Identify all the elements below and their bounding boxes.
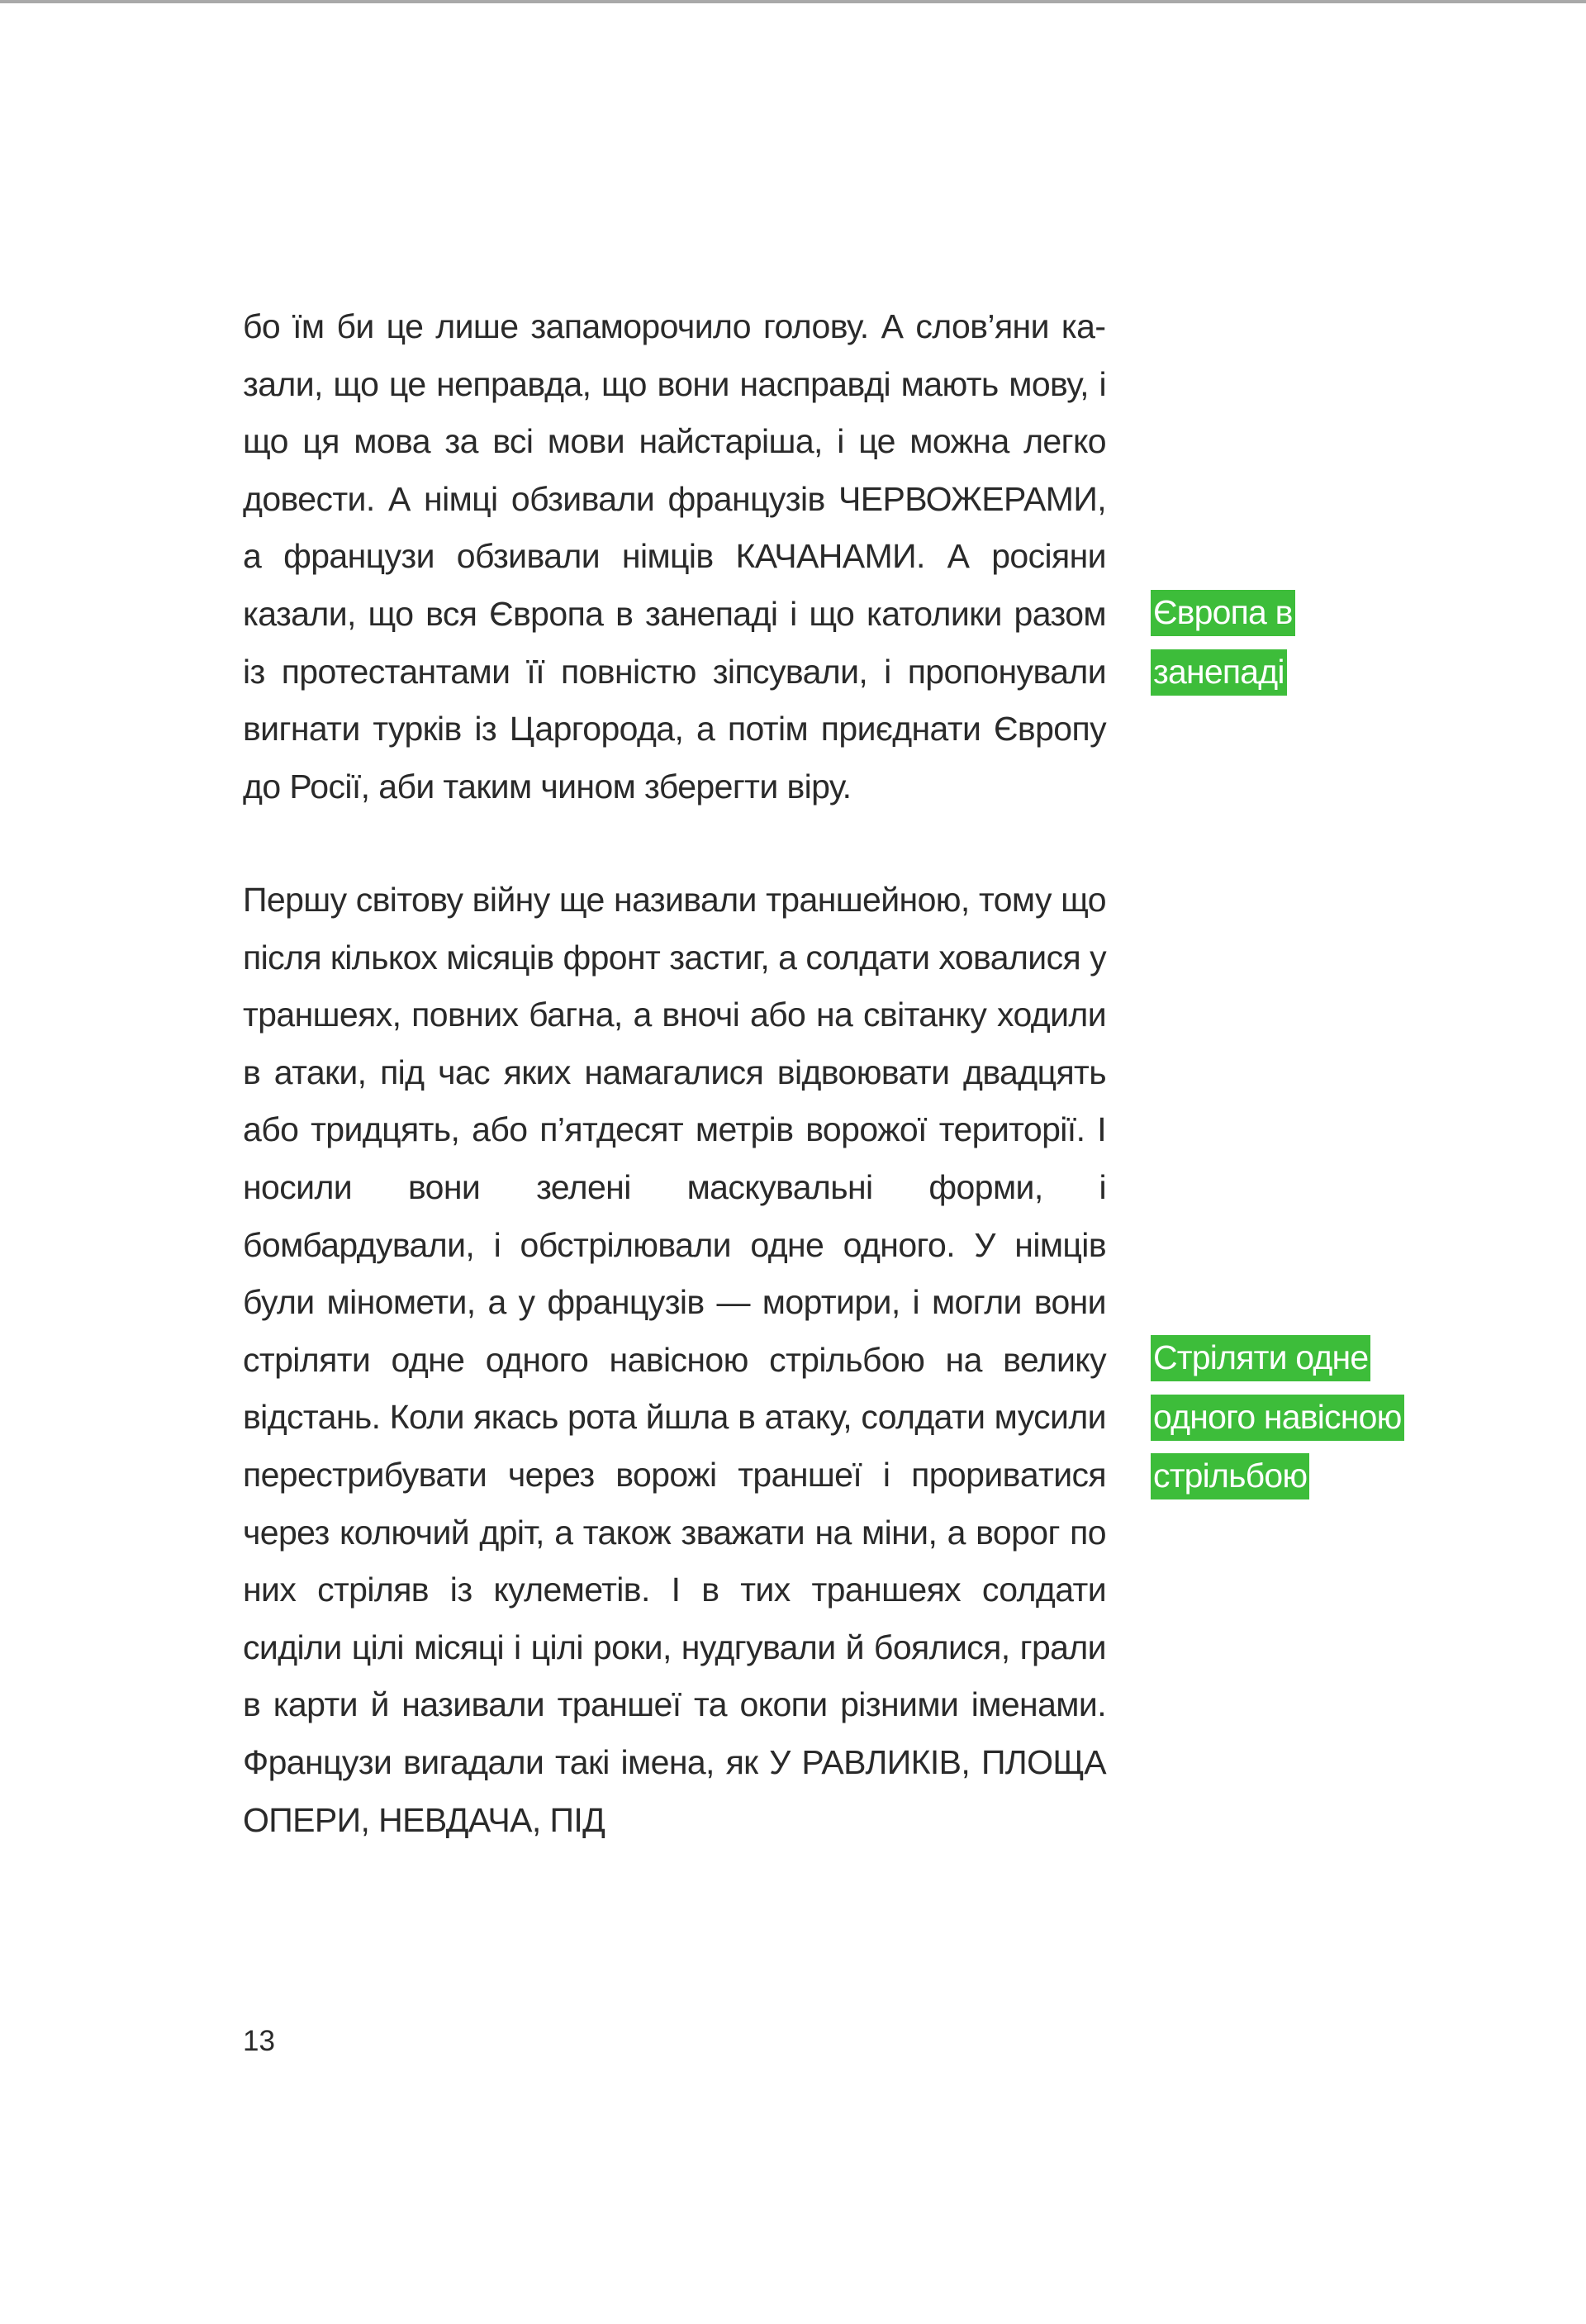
margin-note-europe-in-decline [1151,583,1432,701]
paragraph-1: бо їм би це лише запаморочило голову. А слов’яни казали, що це неправда, що вони насправді мають мову, і що ця мова за всі мови найстаріша, і це можна легко довести. А німці обзивали французів ЧЕРВОЖЕРАМИ, а французи обзивали німців КАЧАНАМИ. А росіяни казали, що вся Європа в занепаді і що католики разом із протестантами її повністю зіпсували, і пропонували вигнати турків із Царгорода, а потім приєднати Європу до Росії, аби таким чином зберегти віру. [243,307,1106,806]
margin-note-text: Європа в занепаді [1151,590,1295,696]
margin-note-text: Стріляти одне одного навісною стрільбою [1151,1335,1404,1499]
page-number: 13 [243,2025,275,2057]
top-rule [0,0,1586,3]
paragraph-2: Першу світову війну ще називали траншейною, тому що після кількох місяців фронт застиг, а солдати ховалися у траншеях, повних багна, а вночі або на світанку ходили в атаки, під час яких намагалися відвоювати двадцять або тридцять, або п’ятдесят метрів ворожої території. І носили вони зелені маскувальні форми, і бомбардували, і обстрілювали одне одного. У німців були міномети, а у французів — мортири, і могли вони стріляти одне одного навісною стрільбою на велику відстань. Коли якась рота йшла в атаку, солдати мусили перестрибувати через ворожі траншеї і проривaтися через колючий дріт, а також зважати на міни, а ворог по них стріляв із кулеметів. І в тих траншеях солдати сиділи цілі місяці і цілі роки, нудгували й боялися, грали в карти й називали траншеї та окопи різними іменами. Французи вигадали такі імена, як У РАВЛИКІВ, ПЛОЩА ОПЕРИ, НЕВДАЧА, ПІД [243,881,1106,1839]
margin-note-mortar-fire [1151,1328,1432,1506]
